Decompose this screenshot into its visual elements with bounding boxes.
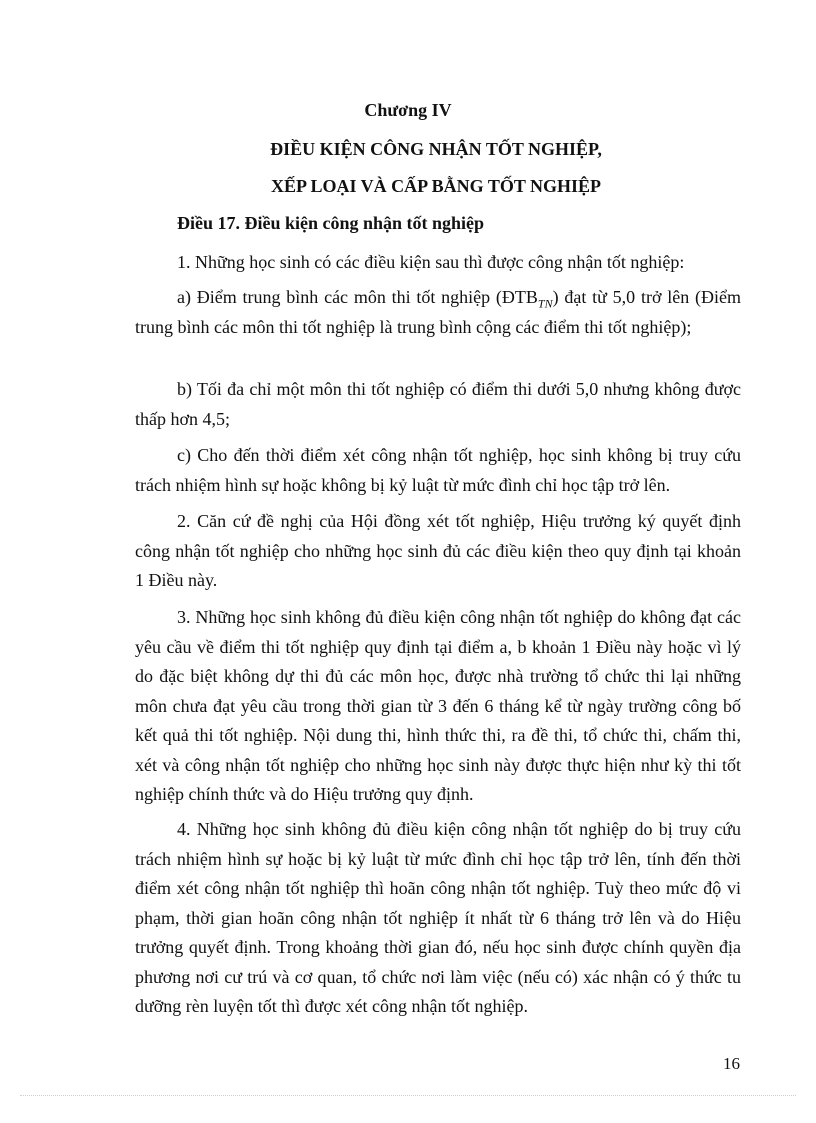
paragraph-3: 2. Căn cứ đề nghị của Hội đồng xét tốt nghiệp, Hiệu trưởng ký quyết định công nhận tốt nghiệp cho những học sinh đủ các điều kiện theo quy định tại khoản 1 Điều này. — [135, 511, 741, 590]
article-title: Điều 17. Điều kiện công nhận tốt nghiệp — [177, 213, 485, 233]
paragraph-2a-subscript: TN — [537, 296, 553, 311]
paragraph-2a-text-after: ) đạt từ 5,0 trở lên (Điểm trung bình các môn thi tốt nghiệp là trung bình cộng các điểm thi tốt nghiệp); — [135, 287, 741, 337]
paragraph-2a-text-before: a) Điểm trung bình các môn thi tốt nghiệp (ĐTB — [177, 287, 538, 307]
paragraph-2a — [135, 283, 741, 342]
chapter-heading-line-1: ĐIỀU KIỆN CÔNG NHẬN TỐT NGHIỆP, — [270, 139, 602, 159]
chapter-title: Chương IV — [364, 100, 452, 120]
paragraph-5: 4. Những học sinh không đủ điều kiện công nhận tốt nghiệp do bị truy cứu trách nhiệm hình sự hoặc bị kỷ luật từ mức đình chỉ học tập trở lên, tính đến thời điểm xét công nhận tốt nghiệp thì hoãn công nhận tốt nghiệp. Tuỳ theo mức độ vi phạm, thời gian hoãn công nhận tốt nghiệp ít nhất từ 6 tháng trở lên và do Hiệu trưởng quyết định. Trong khoảng thời gian đó, nếu học sinh được chính quyền địa phương nơi cư trú và cơ quan, tổ chức nơi làm việc (nếu có) xác nhận có ý thức tu dưỡng rèn luyện tốt thì được xét công nhận tốt nghiệp. — [135, 819, 741, 1016]
paragraph-2c: c) Cho đến thời điểm xét công nhận tốt nghiệp, học sinh không bị truy cứu trách nhiệm hình sự hoặc không bị kỷ luật từ mức đình chỉ học tập trở lên. — [135, 445, 741, 495]
chapter-heading-line-2: XẾP LOẠI VÀ CẤP BẰNG TỐT NGHIỆP — [270, 176, 602, 196]
paragraph-4: 3. Những học sinh không đủ điều kiện công nhận tốt nghiệp do không đạt các yêu cầu về điểm thi tốt nghiệp quy định tại điểm a, b khoản 1 Điều này hoặc vì lý do đặc biệt không dự thi đủ các môn học, được nhà trường tổ chức thi lại những môn chưa đạt yêu cầu trong thời gian từ 3 đến 6 tháng kể từ ngày trường công bố kết quả thi tốt nghiệp. Nội dung thi, hình thức thi, ra đề thi, tổ chức thi, chấm thi, xét và công nhận tốt nghiệp cho những học sinh này được thực hiện như kỳ thi tốt nghiệp chính thức và do Hiệu trưởng quy định. — [135, 607, 741, 804]
paragraph-1: 1. Những học sinh có các điều kiện sau thì được công nhận tốt nghiệp: — [177, 252, 685, 272]
paragraph-2b: b) Tối đa chỉ một môn thi tốt nghiệp có điểm thi dưới 5,0 nhưng không được thấp hơn 4,5; — [135, 379, 741, 429]
page-number: 16 — [723, 1054, 740, 1073]
footer-divider — [20, 1095, 796, 1096]
